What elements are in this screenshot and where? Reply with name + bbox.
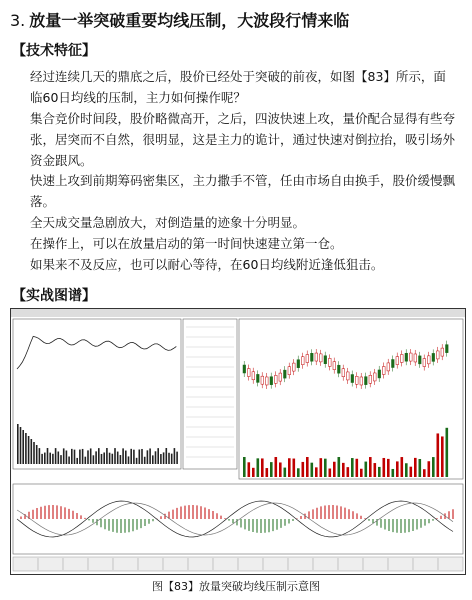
- intraday-volume-bar: [49, 453, 51, 464]
- kline-volume-bar: [374, 463, 377, 477]
- kline-volume-bar: [320, 458, 323, 477]
- paragraph-4: 全天成交量急剧放大，对倒造量的迹象十分明显。: [30, 215, 306, 230]
- intraday-volume-bar: [112, 454, 114, 464]
- intraday-volume-bar: [160, 454, 162, 464]
- kline-volume-bar: [423, 469, 426, 477]
- kline-candle: [342, 369, 345, 377]
- intraday-volume-bar: [68, 457, 70, 464]
- intraday-volume-bar: [44, 453, 46, 464]
- kline-volume-bar: [392, 469, 395, 477]
- intraday-volume-bar: [103, 452, 105, 464]
- kline-volume-bar: [369, 457, 372, 477]
- kline-volume-bar: [315, 467, 318, 477]
- kline-volume-bar: [378, 467, 381, 477]
- paragraph-6: 如果来不及反应，也可以耐心等待，在60日均线附近逢低狙击。: [30, 257, 384, 272]
- intraday-volume-bar: [176, 452, 178, 464]
- kline-volume-bar: [324, 459, 327, 477]
- kline-candle: [252, 372, 255, 380]
- intraday-volume-bar: [147, 450, 149, 464]
- kline-volume-bar: [306, 457, 309, 477]
- kline-candle: [383, 366, 386, 374]
- intraday-volume-bar: [122, 448, 124, 464]
- intraday-volume-bar: [76, 458, 78, 464]
- kline-candle: [378, 370, 381, 378]
- kline-volume-bar: [333, 462, 336, 477]
- intraday-volume-bar: [58, 451, 60, 464]
- kline-candle: [414, 354, 417, 362]
- kline-volume-bar: [266, 468, 269, 477]
- intraday-volume-bar: [168, 453, 170, 464]
- kline-volume-bar: [419, 459, 422, 477]
- kline-candle: [333, 362, 336, 370]
- intraday-volume-bar: [71, 449, 73, 464]
- intraday-volume-bar: [28, 436, 30, 464]
- kline-candle: [324, 356, 327, 364]
- intraday-volume-bar: [149, 448, 151, 464]
- heading-title: 放量一举突破重要均线压制，大波段行情来临: [29, 11, 350, 30]
- intraday-volume-bar: [155, 451, 157, 464]
- intraday-volume-bar: [93, 455, 95, 464]
- stock-chart-figure: [10, 308, 466, 575]
- kline-volume-bar: [432, 457, 435, 477]
- intraday-volume-bar: [114, 448, 116, 464]
- kline-volume-bar: [302, 462, 305, 477]
- kline-candle: [279, 373, 282, 381]
- intraday-volume-bar: [39, 448, 41, 464]
- kline-candle: [297, 360, 300, 368]
- kline-candle: [351, 375, 354, 383]
- paragraph-2: 集合竞价时间段，股价略微高开，之后，四波快速上攻，量价配合显得有些夸张，居突而不自然，很明显，这是主力的诡计，通过快速对倒拉抬，吸引场外资金跟风。: [30, 111, 456, 168]
- kline-volume-bar: [428, 461, 431, 477]
- kline-volume-bar: [437, 433, 440, 477]
- intraday-volume-bar: [98, 448, 100, 464]
- kline-volume-bar: [252, 468, 255, 477]
- kline-volume-bar: [270, 462, 273, 477]
- kline-volume-bar: [405, 463, 408, 477]
- intraday-volume-bar: [163, 452, 165, 464]
- kline-candle: [315, 353, 318, 361]
- kline-candle: [347, 372, 350, 380]
- kline-volume-bar: [284, 468, 287, 477]
- intraday-volume-bar: [128, 456, 130, 464]
- kline-candle: [423, 359, 426, 367]
- kline-volume-bar: [414, 458, 417, 477]
- kline-volume-bar: [410, 467, 413, 477]
- kline-candle: [396, 357, 399, 365]
- kline-volume-bar: [351, 458, 354, 477]
- kline-volume-bar: [329, 469, 332, 477]
- kline-candle: [369, 375, 372, 383]
- kline-volume-bar: [396, 461, 399, 477]
- kline-volume-bar: [257, 458, 260, 477]
- kline-volume-bar: [297, 468, 300, 477]
- kline-candle: [419, 356, 422, 364]
- kline-candle: [356, 376, 359, 384]
- intraday-volume-bar: [31, 439, 33, 464]
- intraday-volume-bar: [144, 457, 146, 464]
- intraday-volume-bar: [82, 449, 84, 464]
- intraday-volume-bar: [157, 448, 159, 464]
- page-heading: [10, 8, 349, 31]
- kline-volume-bar: [279, 462, 282, 477]
- intraday-volume-bar: [47, 448, 49, 464]
- kline-candle: [243, 365, 246, 373]
- kline-candle: [275, 375, 278, 383]
- kline-candle: [360, 377, 363, 385]
- kline-candle: [284, 370, 287, 378]
- intraday-volume-bar: [171, 454, 173, 464]
- intraday-volume-bar: [17, 424, 19, 464]
- kline-candle: [320, 354, 323, 362]
- intraday-volume-bar: [60, 455, 62, 464]
- kline-volume-bar: [248, 462, 251, 477]
- kline-candle: [293, 363, 296, 371]
- kline-candle: [306, 355, 309, 363]
- kline-candle: [302, 357, 305, 365]
- intraday-volume-bar: [55, 448, 57, 464]
- intraday-volume-bar: [101, 454, 103, 464]
- intraday-volume-bar: [52, 454, 54, 464]
- intraday-volume-bar: [95, 451, 97, 464]
- kline-volume-bar: [347, 467, 350, 477]
- intraday-volume-bar: [166, 448, 168, 464]
- intraday-volume-bar: [152, 455, 154, 464]
- heading-number: 3.: [10, 11, 26, 30]
- kline-candle: [266, 377, 269, 385]
- kline-candle: [432, 353, 435, 361]
- kline-candle: [338, 365, 341, 373]
- kline-volume-bar: [401, 457, 404, 477]
- section-technical: 【技术特征】: [12, 43, 96, 59]
- kline-candle: [405, 353, 408, 361]
- kline-candle: [446, 345, 449, 353]
- intraday-volume-bar: [33, 442, 35, 464]
- kline-candle: [311, 353, 314, 361]
- intraday-volume-bar: [139, 449, 141, 464]
- intraday-volume-bar: [85, 457, 87, 464]
- intraday-volume-bar: [22, 430, 24, 464]
- kline-candle: [288, 367, 291, 375]
- kline-volume-bar: [342, 463, 345, 477]
- kline-candle: [365, 377, 368, 385]
- kline-volume-bar: [288, 458, 291, 477]
- intraday-volume-bar: [109, 453, 111, 464]
- section-practice: 【实战图谱】: [12, 288, 96, 304]
- intraday-volume-bar: [120, 455, 122, 464]
- paragraph-5: 在操作上，可以在放量启动的第一时间快速建立第一仓。: [30, 236, 343, 251]
- kline-volume-bar: [365, 462, 368, 477]
- intraday-volume-bar: [141, 449, 143, 464]
- kline-volume-bar: [383, 458, 386, 477]
- kline-candle: [270, 377, 273, 385]
- kline-candle: [387, 363, 390, 371]
- kline-candle: [329, 358, 332, 366]
- intraday-volume-bar: [125, 451, 127, 464]
- kline-volume-bar: [275, 457, 278, 477]
- intraday-volume-bar: [66, 450, 68, 464]
- stock-chart-graphic: [11, 309, 465, 574]
- kline-candle: [401, 354, 404, 362]
- kline-candle: [261, 376, 264, 384]
- kline-candle: [410, 353, 413, 361]
- kline-candle: [428, 356, 431, 364]
- kline-volume-bar: [293, 459, 296, 477]
- intraday-volume-bar: [106, 448, 108, 464]
- paragraph-1: 经过连续几天的鼎底之后，股价已经处于突破的前夜，如图【83】所示，面临60日均线的压制，主力如何操作呢？: [30, 69, 446, 105]
- intraday-volume-bar: [87, 450, 89, 464]
- kline-volume-bar: [338, 457, 341, 477]
- intraday-volume-bar: [136, 458, 138, 464]
- kline-candle: [392, 360, 395, 368]
- intraday-volume-bar: [133, 450, 135, 464]
- figure-caption: 图【83】放量突破均线压制示意图: [152, 580, 320, 593]
- kline-volume-bar: [441, 436, 444, 477]
- intraday-volume-bar: [41, 454, 43, 464]
- kline-volume-bar: [311, 463, 314, 477]
- intraday-volume-bar: [90, 448, 92, 464]
- kline-volume-bar: [243, 457, 246, 477]
- kline-volume-bar: [360, 469, 363, 477]
- intraday-volume-bar: [117, 452, 119, 464]
- paragraph-3: 快速上攻到前期筹码密集区，主力撒手不管，任由市场自由换手，股价缓慢飘落。: [30, 173, 456, 209]
- kline-candle: [248, 369, 251, 377]
- kline-volume-bar: [356, 459, 359, 477]
- intraday-volume-bar: [20, 427, 22, 464]
- kline-candle: [437, 351, 440, 359]
- kline-volume-bar: [446, 428, 449, 477]
- kline-candle: [257, 374, 260, 382]
- kline-candle: [441, 348, 444, 356]
- intraday-volume-bar: [130, 449, 132, 464]
- intraday-volume-bar: [36, 445, 38, 464]
- kline-volume-bar: [261, 458, 264, 477]
- intraday-volume-bar: [63, 448, 65, 464]
- intraday-volume-bar: [74, 450, 76, 464]
- kline-volume-bar: [387, 459, 390, 477]
- intraday-volume-bar: [25, 433, 27, 464]
- intraday-volume-bar: [79, 450, 81, 464]
- kline-candle: [374, 373, 377, 381]
- intraday-volume-bar: [174, 448, 176, 464]
